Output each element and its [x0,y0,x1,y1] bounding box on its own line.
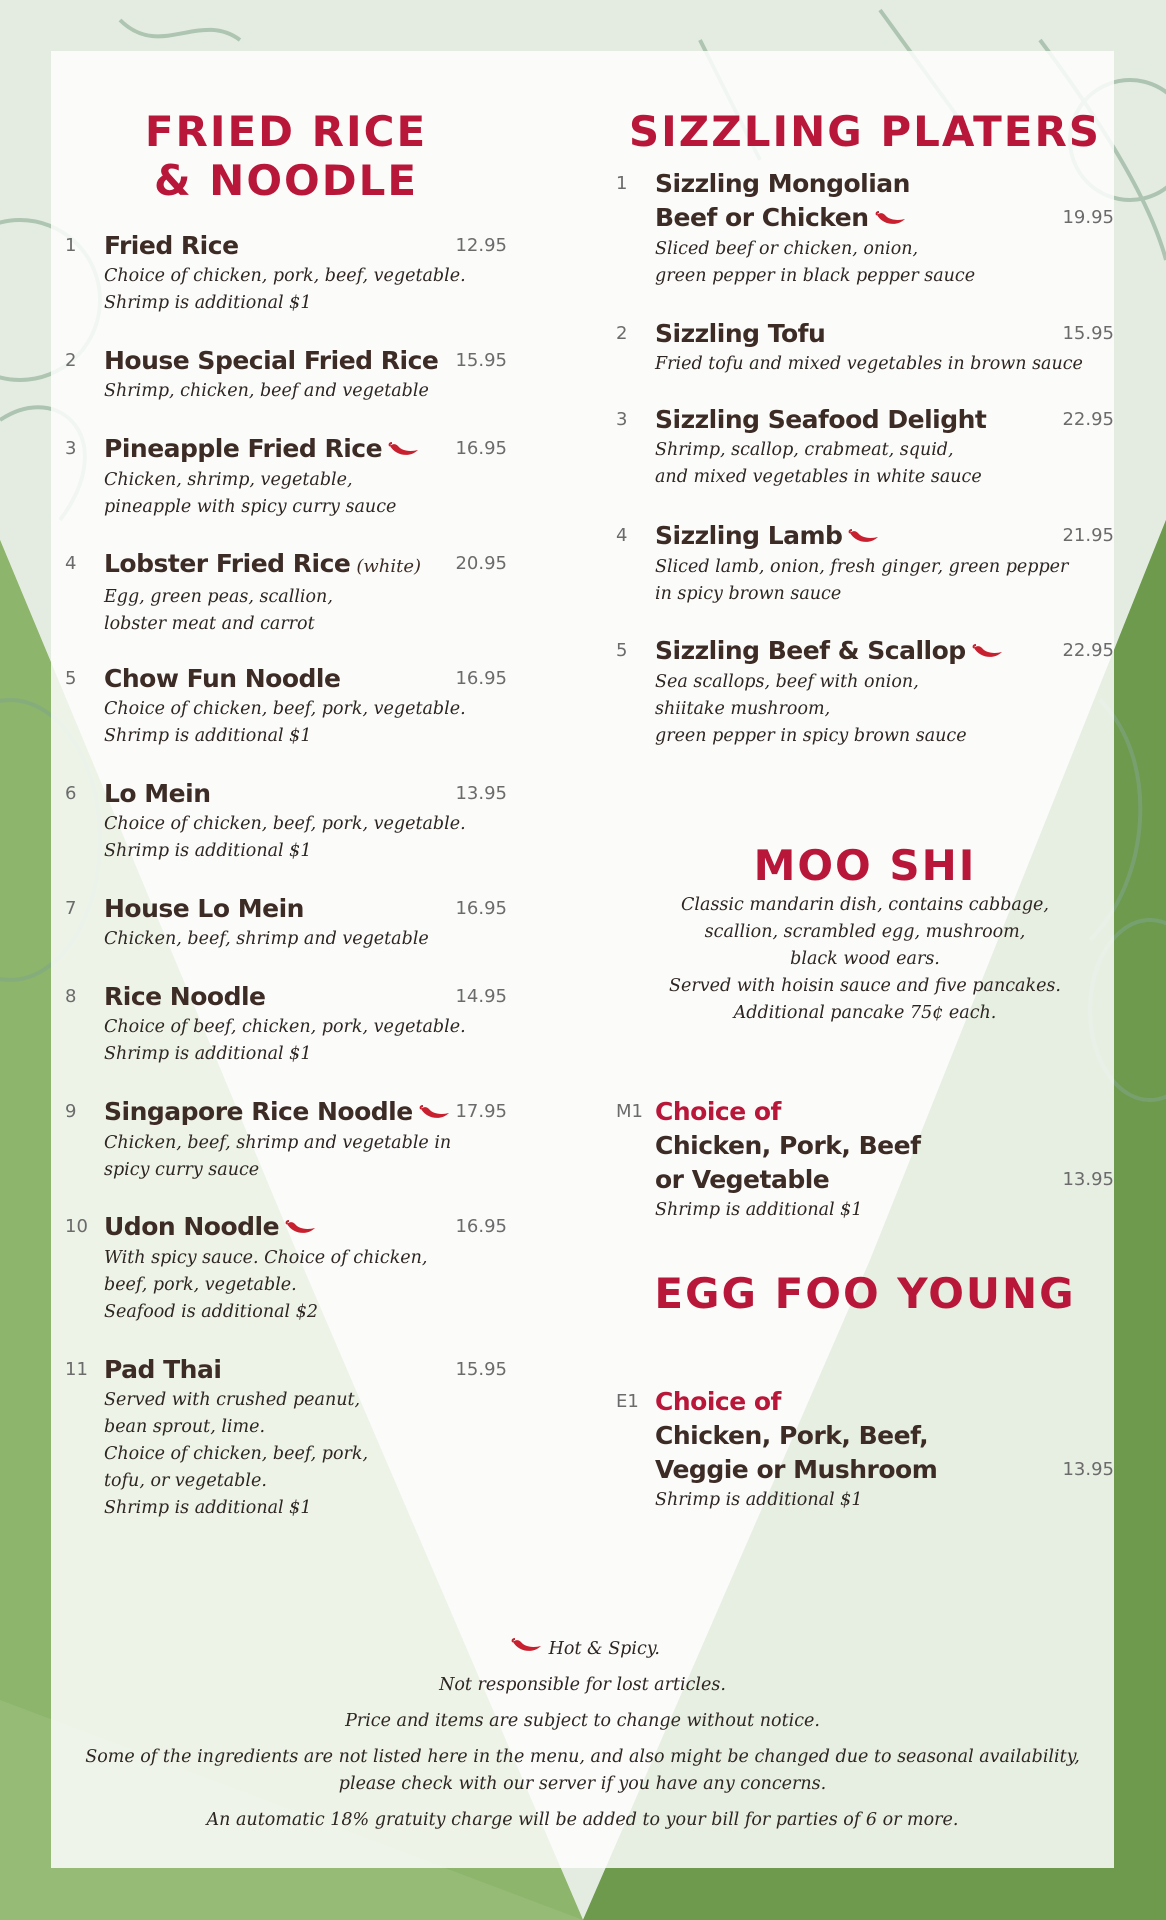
item-name [655,519,1114,554]
menu-item [65,1210,507,1326]
item-name-text: Rice Noodle [104,982,266,1011]
item-description: Choice of chicken, beef, pork, vegetable. Shrimp is additional $1 [104,814,466,861]
item-name-highlight: Choice of [655,1387,781,1416]
footer-line: An automatic 18% gratuity charge will be added to your bill for parties of 6 or more. [206,1810,959,1830]
item-price: 21.95 [1062,525,1114,546]
item-description: Chicken, shrimp, vegetable, pineapple with spicy curry sauce [104,470,397,517]
item-name-text: House Lo Mein [104,894,304,923]
item-description: Sea scallops, beef with onion, shiitake mushroom, green pepper in spicy brown sauce [655,672,967,746]
section-title-moo-shi: MOO SHI [753,841,977,890]
item-description: Shrimp is additional $1 [655,1200,863,1220]
menu-item [616,519,1114,608]
item-description: Choice of chicken, pork, beef, vegetable. Shrimp is additional $1 [104,266,466,313]
item-price: 16.95 [455,1216,507,1237]
item-price: 16.95 [455,898,507,919]
item-name [104,662,507,696]
item-price: 12.95 [455,235,507,256]
item-name-text: Lobster Fried Rice [104,549,351,578]
item-name [104,777,507,811]
item-number: 5 [616,640,628,661]
item-name-text: Singapore Rice Noodle [104,1097,413,1126]
item-name [104,1210,507,1245]
item-description: Shrimp is additional $1 [655,1490,863,1510]
item-number: 10 [65,1216,88,1237]
item-number: E1 [616,1391,639,1412]
item-description: Shrimp, chicken, beef and vegetable [104,381,429,401]
menu-item [65,662,507,750]
item-name [655,1095,1114,1197]
item-name-text: Udon Noodle [104,1212,280,1241]
menu-item [65,1353,507,1522]
item-description: With spicy sauce. Choice of chicken, beef, pork, vegetable. Seafood is additional $2 [104,1248,428,1322]
item-name-line-2: Chicken, Pork, Beef, [655,1421,929,1450]
section-title-fried-rice-noodle [51,107,521,205]
chili-pepper-icon [972,635,1004,669]
item-name [104,344,507,378]
item-price: 13.95 [455,783,507,804]
chili-pepper-icon [875,202,907,236]
menu-item [65,432,507,521]
item-name-line-1: Sizzling Mongolian [655,169,910,198]
item-number: 7 [65,898,77,919]
item-price: 15.95 [455,350,507,371]
item-name-text: House Special Fried Rice [104,346,439,375]
item-number: 2 [616,323,628,344]
item-number: 5 [65,668,77,689]
item-name-text: Chow Fun Noodle [104,664,341,693]
item-price: 20.95 [455,553,507,574]
item-description: Fried tofu and mixed vegetables in brown sauce [655,354,1083,374]
chili-pepper-icon [419,1096,451,1130]
item-description: Chicken, beef, shrimp and vegetable [104,929,429,949]
spicy-legend-label: Hot & Spicy. [548,1639,660,1659]
item-qualifier: (white) [356,556,422,577]
egg-foo-young-item [616,1385,1114,1514]
item-number: 1 [65,235,77,256]
item-description: Sliced beef or chicken, onion, green pepper in black pepper sauce [655,239,976,286]
menu-item [65,229,507,317]
item-description: Egg, green peas, scallion, lobster meat and carrot [104,587,333,634]
menu-footer [51,1636,1114,1843]
item-name-text: Sizzling Seafood Delight [655,405,987,434]
chili-pepper-icon [388,433,420,467]
item-number: 11 [65,1359,88,1380]
item-price: 15.95 [1062,323,1114,344]
footer-line: Some of the ingredients are not listed here in the menu, and also might be changed due to seasonal availability, please check with our server if you have any concerns. [85,1747,1080,1794]
item-number: 4 [65,553,77,574]
item-description: Chicken, beef, shrimp and vegetable in spicy curry sauce [104,1133,452,1180]
item-name-text: Lo Mein [104,779,211,808]
item-price: 16.95 [455,668,507,689]
item-name [104,892,507,926]
item-price: 16.95 [455,438,507,459]
item-price: 22.95 [1062,640,1114,661]
item-name [104,980,507,1014]
item-name-text: Pineapple Fried Rice [104,434,383,463]
item-name [104,229,507,263]
section-title-egg-foo-young: EGG FOO YOUNG [654,1269,1076,1318]
menu-item [616,317,1114,378]
item-description: Shrimp, scallop, crabmeat, squid, and mixed vegetables in white sauce [655,440,982,487]
item-description: Served with crushed peanut, bean sprout, lime. Choice of chicken, beef, pork, tofu, or vegetable. Shrimp is additional $1 [104,1390,369,1518]
item-price: 13.95 [1062,1459,1114,1480]
item-name-text: Pad Thai [104,1355,222,1384]
item-price: 15.95 [455,1359,507,1380]
menu-item [616,167,1114,290]
menu-item [65,1095,507,1184]
menu-item [65,777,507,865]
item-name-line-3: or Vegetable [655,1165,830,1194]
item-description: Choice of beef, chicken, pork, vegetable. Shrimp is additional $1 [104,1017,466,1064]
moo-shi-intro: Classic mandarin dish, contains cabbage, scallion, scrambled egg, mushroom, black wood ears. Served with hoisin sauce and five pancakes. Additional pancake 75¢ each. [669,895,1061,1023]
item-description: Sliced lamb, onion, fresh ginger, green pepper in spicy brown sauce [655,557,1069,604]
menu-item [65,980,507,1068]
menu-panel [51,51,1114,1868]
item-name [104,547,507,584]
item-name [655,317,1114,351]
item-name [655,167,1114,236]
item-number: 9 [65,1101,77,1122]
item-name-text: Sizzling Lamb [655,521,843,550]
menu-item [65,547,507,638]
section-title-sizzling-platers: SIZZLING PLATERS [628,107,1102,156]
item-description: Choice of chicken, beef, pork, vegetable. Shrimp is additional $1 [104,699,466,746]
spicy-legend [51,1636,1114,1663]
item-price: 19.95 [1062,207,1114,228]
item-name [655,403,1114,437]
footer-line: Price and items are subject to change without notice. [345,1711,820,1731]
item-name-line-3: Veggie or Mushroom [655,1455,938,1484]
menu-item [616,403,1114,491]
item-name [655,1385,1114,1487]
item-name-line-2: Chicken, Pork, Beef [655,1131,921,1160]
item-price: 22.95 [1062,409,1114,430]
title-line-2: & NOODLE [153,156,419,206]
item-price: 14.95 [455,986,507,1007]
menu-item [65,892,507,953]
item-number: 3 [65,438,77,459]
item-number: 3 [616,409,628,430]
item-name [104,1353,507,1387]
item-name-highlight: Choice of [655,1097,781,1126]
footer-line: Not responsible for lost articles. [439,1675,726,1695]
item-name [104,432,507,467]
chili-pepper-icon [848,520,880,554]
menu-item [616,634,1114,750]
item-price: 17.95 [455,1101,507,1122]
item-name-text: Sizzling Tofu [655,319,826,348]
item-number: 1 [616,173,628,194]
menu-item [65,344,507,405]
item-name-text: Sizzling Beef & Scallop [655,636,966,665]
item-name [655,634,1114,669]
item-number: 6 [65,783,77,804]
item-number: M1 [616,1101,643,1122]
item-number: 8 [65,986,77,1007]
chili-pepper-icon [285,1211,317,1245]
item-name-text: Fried Rice [104,231,239,260]
moo-shi-item [616,1095,1114,1224]
title-line-1: FRIED RICE [144,107,428,156]
item-number: 2 [65,350,77,371]
item-number: 4 [616,525,628,546]
item-name-line-2: Beef or Chicken [655,203,869,232]
chili-pepper-icon [511,1636,543,1663]
item-price: 13.95 [1062,1169,1114,1190]
item-name [104,1095,507,1130]
